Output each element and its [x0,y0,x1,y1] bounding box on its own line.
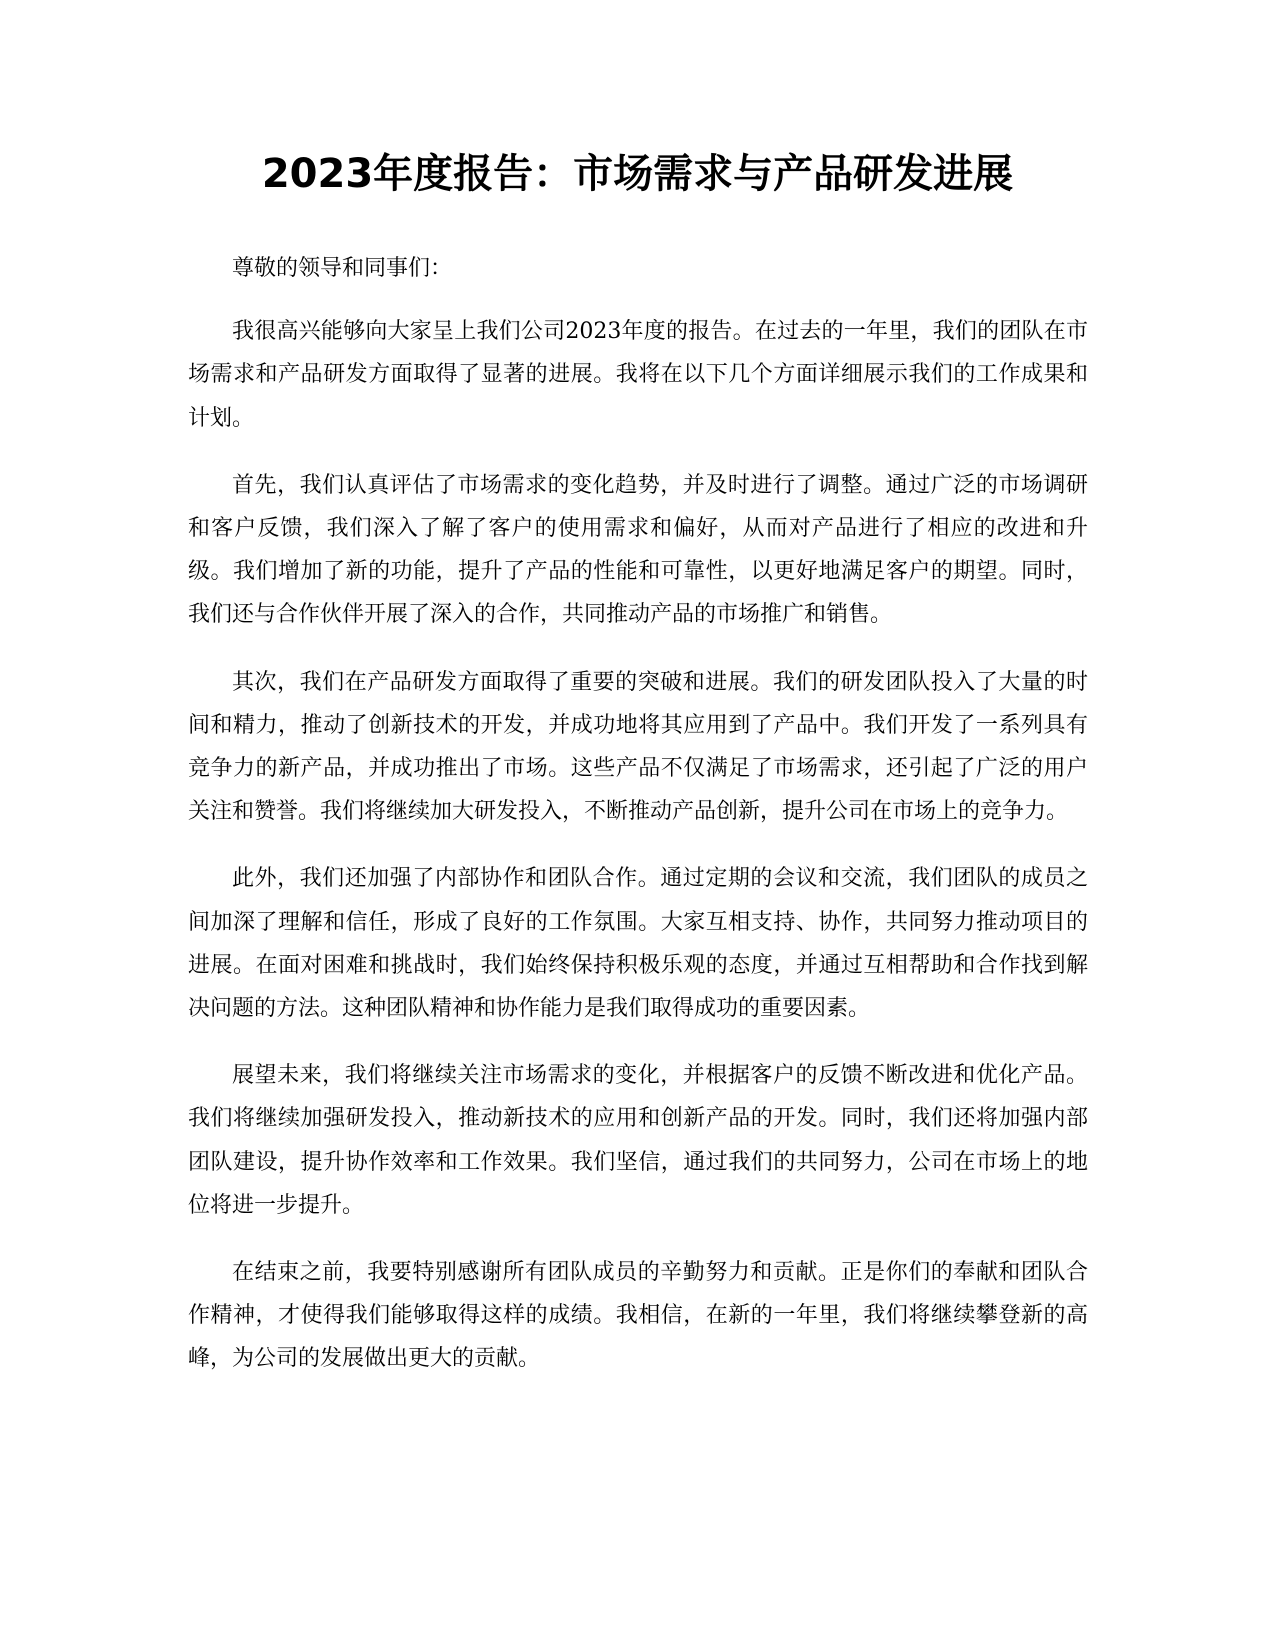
paragraph-outlook: 展望未来，我们将继续关注市场需求的变化，并根据客户的反馈不断改进和优化产品。我们将继续加强研发投入，推动新技术的应用和创新产品的开发。同时，我们还将加强内部团队建设，提升协作效率和工作效果。我们坚信，通过我们的共同努力，公司在市场上的地位将进一步提升。 [188,1063,1088,1218]
document-title: 2023年度报告：市场需求与产品研发进展 [261,151,1014,197]
salutation: 尊敬的领导和同事们： [232,256,453,281]
paragraph-market-demand: 首先，我们认真评估了市场需求的变化趋势，并及时进行了调整。通过广泛的市场调研和客户反馈，我们深入了解了客户的使用需求和偏好，从而对产品进行了相应的改进和升级。我们增加了新的功能，提升了产品的性能和可靠性，以更好地满足客户的期望。同时，我们还与合作伙伴开展了深入的合作，共同推动产品的市场推广和销售。 [188,472,1088,628]
paragraph-product-rd: 其次，我们在产品研发方面取得了重要的突破和进展。我们的研发团队投入了大量的时间和精力，推动了创新技术的开发，并成功地将其应用到了产品中。我们开发了一系列具有竞争力的新产品，并成功推出了市场。这些产品不仅满足了市场需求，还引起了广泛的用户关注和赞誉。我们将继续加大研发投入，不断推动产品创新，提升公司在市场上的竞争力。 [188,669,1088,825]
paragraph-teamwork: 此外，我们还加强了内部协作和团队合作。通过定期的会议和交流，我们团队的成员之间加深了理解和信任，形成了良好的工作氛围。大家互相支持、协作，共同努力推动项目的进展。在面对困难和挑战时，我们始终保持积极乐观的态度，并通过互相帮助和合作找到解决问题的方法。这种团队精神和协作能力是我们取得成功的重要因素。 [188,866,1088,1022]
document-body [188,247,1088,1405]
paragraph-closing: 在结束之前，我要特别感谢所有团队成员的辛勤努力和贡献。正是你们的奉献和团队合作精神，才使得我们能够取得这样的成绩。我相信，在新的一年里，我们将继续攀登新的高峰，为公司的发展做出更大的贡献。 [188,1260,1088,1372]
paragraph-intro: 我很高兴能够向大家呈上我们公司2023年度的报告。在过去的一年里，我们的团队在市场需求和产品研发方面取得了显著的进展。我将在以下几个方面详细展示我们的工作成果和计划。 [188,319,1088,431]
